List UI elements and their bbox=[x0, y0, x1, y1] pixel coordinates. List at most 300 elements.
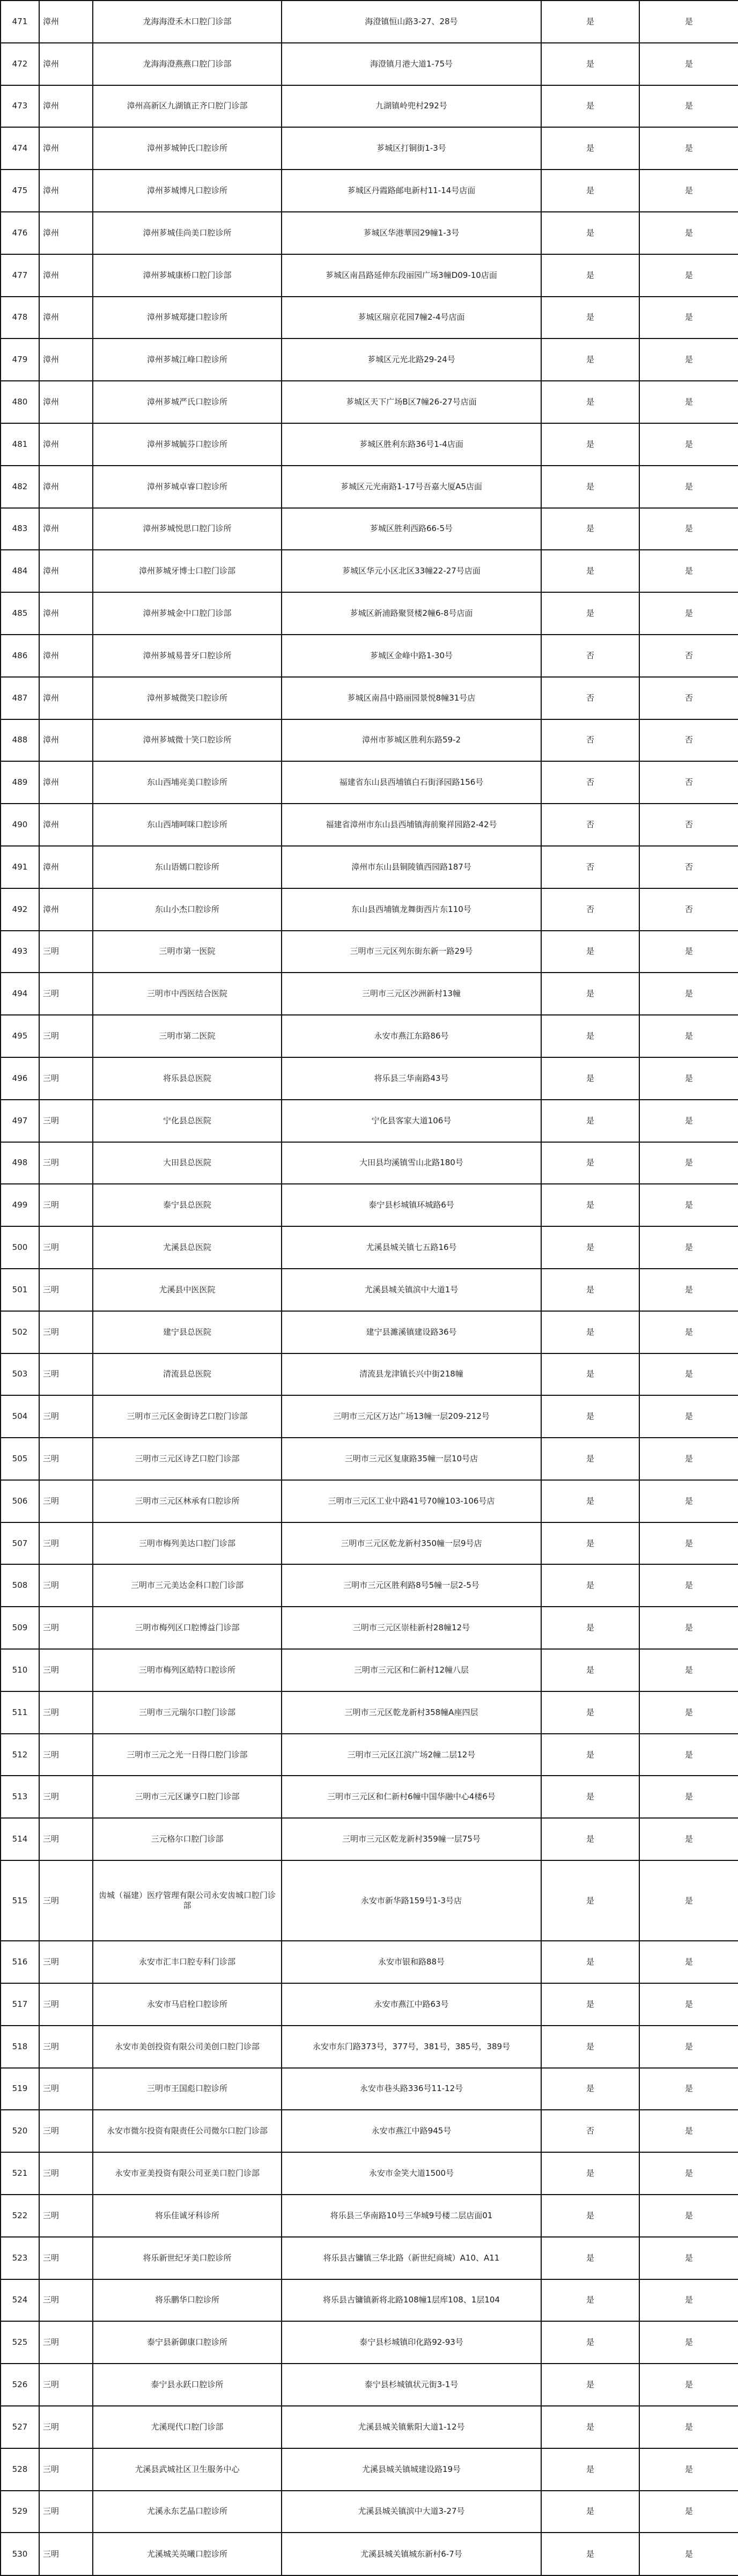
city-cell: 三明 bbox=[39, 973, 93, 1015]
table-row bbox=[1, 1983, 738, 2026]
institution-name-cell: 漳州芗城微十笑口腔诊所 bbox=[93, 719, 282, 762]
address-cell: 尤溪县城关镇滨中大道1号 bbox=[282, 1269, 541, 1311]
institution-name-cell: 三明市三元美达金科口腔门诊部 bbox=[93, 1564, 282, 1607]
address-cell: 将乐县古镛镇新将北路108幢1层库108、1层104 bbox=[282, 2279, 541, 2322]
flag-a-cell: 是 bbox=[541, 338, 639, 381]
institution-name-cell: 三明市梅列美达口腔门诊部 bbox=[93, 1522, 282, 1565]
flag-b-cell: 否 bbox=[639, 635, 738, 677]
city-cell: 漳州 bbox=[39, 761, 93, 804]
flag-b-cell: 是 bbox=[639, 1480, 738, 1522]
row-number: 525 bbox=[1, 2321, 39, 2364]
flag-b-cell: 是 bbox=[639, 1818, 738, 1860]
address-cell: 芗城区瑞京花园7幢2-4号店面 bbox=[282, 297, 541, 339]
flag-b-cell: 是 bbox=[639, 2448, 738, 2491]
institution-name-cell: 泰宁县永跃口腔诊所 bbox=[93, 2364, 282, 2406]
flag-a-cell: 是 bbox=[541, 2026, 639, 2068]
table-row bbox=[1, 973, 738, 1015]
address-cell: 三明市三元区江滨广场2幢二层12号 bbox=[282, 1734, 541, 1776]
flag-b-cell: 否 bbox=[639, 888, 738, 931]
row-number: 475 bbox=[1, 170, 39, 212]
flag-b-cell: 是 bbox=[639, 1860, 738, 1941]
institution-name-cell: 漳州芗城易普牙口腔诊所 bbox=[93, 635, 282, 677]
table-row bbox=[1, 1269, 738, 1311]
flag-b-cell: 是 bbox=[639, 85, 738, 128]
table-row bbox=[1, 170, 738, 212]
row-number: 509 bbox=[1, 1607, 39, 1649]
flag-b-cell: 是 bbox=[639, 338, 738, 381]
institution-name-cell: 三元格尔口腔门诊部 bbox=[93, 1818, 282, 1860]
row-number: 524 bbox=[1, 2279, 39, 2322]
flag-a-cell: 是 bbox=[541, 1353, 639, 1396]
row-number: 478 bbox=[1, 297, 39, 339]
row-number: 488 bbox=[1, 719, 39, 762]
flag-b-cell: 是 bbox=[639, 2237, 738, 2279]
institution-name-cell: 三明市三元瑞尔口腔门诊部 bbox=[93, 1691, 282, 1734]
institution-name-cell: 将乐佳诚牙科诊所 bbox=[93, 2195, 282, 2237]
flag-a-cell: 是 bbox=[541, 1015, 639, 1057]
row-number: 526 bbox=[1, 2364, 39, 2406]
institution-name-cell: 三明市三元区金街诗艺口腔门诊部 bbox=[93, 1395, 282, 1438]
address-cell: 漳州市东山县铜陵镇西园路187号 bbox=[282, 846, 541, 888]
institution-name-cell: 三明市第一医院 bbox=[93, 931, 282, 973]
flag-b-cell: 是 bbox=[639, 212, 738, 254]
row-number: 529 bbox=[1, 2491, 39, 2533]
table-row bbox=[1, 2533, 738, 2575]
address-cell: 芗城区元光南路1-17号吾嘉大厦A5店面 bbox=[282, 466, 541, 508]
flag-b-cell: 是 bbox=[639, 1100, 738, 1142]
city-cell: 漳州 bbox=[39, 846, 93, 888]
flag-b-cell: 是 bbox=[639, 550, 738, 592]
city-cell: 三明 bbox=[39, 1057, 93, 1100]
address-cell: 永安市银和路88号 bbox=[282, 1941, 541, 1983]
institution-name-cell: 三明市中西医结合医院 bbox=[93, 973, 282, 1015]
row-number: 483 bbox=[1, 508, 39, 550]
table-row bbox=[1, 2406, 738, 2448]
address-cell: 芗城区华港華园29幢1-3号 bbox=[282, 212, 541, 254]
table-row bbox=[1, 2026, 738, 2068]
row-number: 522 bbox=[1, 2195, 39, 2237]
flag-a-cell: 是 bbox=[541, 1100, 639, 1142]
city-cell: 漳州 bbox=[39, 677, 93, 719]
flag-b-cell: 是 bbox=[639, 1184, 738, 1226]
city-cell: 漳州 bbox=[39, 550, 93, 592]
table-row bbox=[1, 1, 738, 43]
row-number: 491 bbox=[1, 846, 39, 888]
address-cell: 三明市三元区沙洲新村13幢 bbox=[282, 973, 541, 1015]
flag-a-cell: 是 bbox=[541, 254, 639, 297]
institution-name-cell: 尤溪城关英曦口腔诊所 bbox=[93, 2533, 282, 2575]
row-number: 518 bbox=[1, 2026, 39, 2068]
row-number: 504 bbox=[1, 1395, 39, 1438]
institution-name-cell: 永安市汇丰口腔专科门诊部 bbox=[93, 1941, 282, 1983]
row-number: 487 bbox=[1, 677, 39, 719]
city-cell: 三明 bbox=[39, 2195, 93, 2237]
flag-b-cell: 否 bbox=[639, 719, 738, 762]
table-row bbox=[1, 1860, 738, 1941]
row-number: 506 bbox=[1, 1480, 39, 1522]
institution-name-cell: 尤溪现代口腔门诊部 bbox=[93, 2406, 282, 2448]
address-cell: 永安市新华路159号1-3号店 bbox=[282, 1860, 541, 1941]
address-cell: 芗城区元光北路29-24号 bbox=[282, 338, 541, 381]
institution-name-cell: 三明市三元区谦亨口腔门诊部 bbox=[93, 1776, 282, 1818]
city-cell: 漳州 bbox=[39, 508, 93, 550]
row-number: 474 bbox=[1, 127, 39, 170]
address-cell: 三明市三元区和仁新村12幢八层 bbox=[282, 1649, 541, 1691]
city-cell: 三明 bbox=[39, 2110, 93, 2152]
table-row bbox=[1, 297, 738, 339]
address-cell: 芗城区华元小区北区33幢22-27号店面 bbox=[282, 550, 541, 592]
flag-b-cell: 是 bbox=[639, 1226, 738, 1269]
address-cell: 泰宁县杉城镇状元街3-1号 bbox=[282, 2364, 541, 2406]
flag-b-cell: 是 bbox=[639, 254, 738, 297]
flag-b-cell: 是 bbox=[639, 1353, 738, 1396]
institution-name-cell: 漳州芗城康桥口腔门诊部 bbox=[93, 254, 282, 297]
flag-a-cell: 否 bbox=[541, 804, 639, 846]
table-row bbox=[1, 2279, 738, 2322]
institution-name-cell: 三明市梅列区皓特口腔诊所 bbox=[93, 1649, 282, 1691]
flag-a-cell: 是 bbox=[541, 1860, 639, 1941]
institution-name-cell: 泰宁县总医院 bbox=[93, 1184, 282, 1226]
institution-name-cell: 漳州芗城佳尚美口腔诊所 bbox=[93, 212, 282, 254]
row-number: 476 bbox=[1, 212, 39, 254]
address-cell: 芗城区南昌路延伸东段丽园广场3幢D09-10店面 bbox=[282, 254, 541, 297]
address-cell: 泰宁县杉城镇环城路6号 bbox=[282, 1184, 541, 1226]
table-row bbox=[1, 1015, 738, 1057]
row-number: 516 bbox=[1, 1941, 39, 1983]
table-row bbox=[1, 2491, 738, 2533]
flag-a-cell: 是 bbox=[541, 1818, 639, 1860]
flag-a-cell: 否 bbox=[541, 888, 639, 931]
table-row bbox=[1, 1184, 738, 1226]
flag-a-cell: 是 bbox=[541, 43, 639, 85]
address-cell: 将乐县三华南路10号三华城9号楼二层店面01 bbox=[282, 2195, 541, 2237]
flag-b-cell: 是 bbox=[639, 592, 738, 635]
flag-a-cell: 是 bbox=[541, 1480, 639, 1522]
row-number: 481 bbox=[1, 423, 39, 466]
table-row bbox=[1, 635, 738, 677]
city-cell: 三明 bbox=[39, 1522, 93, 1565]
row-number: 495 bbox=[1, 1015, 39, 1057]
address-cell: 九湖镇岭兜村292号 bbox=[282, 85, 541, 128]
institution-name-cell: 宁化县总医院 bbox=[93, 1100, 282, 1142]
flag-a-cell: 是 bbox=[541, 1734, 639, 1776]
city-cell: 三明 bbox=[39, 1353, 93, 1396]
table-row bbox=[1, 1649, 738, 1691]
city-cell: 三明 bbox=[39, 1184, 93, 1226]
table-row bbox=[1, 466, 738, 508]
table-row bbox=[1, 1691, 738, 1734]
city-cell: 三明 bbox=[39, 1142, 93, 1184]
row-number: 528 bbox=[1, 2448, 39, 2491]
institution-name-cell: 齿城（福建）医疗管理有限公司永安齿城口腔门诊部 bbox=[93, 1860, 282, 1941]
institution-name-cell: 漳州芗城博凡口腔诊所 bbox=[93, 170, 282, 212]
city-cell: 三明 bbox=[39, 1226, 93, 1269]
flag-b-cell: 是 bbox=[639, 423, 738, 466]
flag-b-cell: 是 bbox=[639, 1983, 738, 2026]
row-number: 520 bbox=[1, 2110, 39, 2152]
flag-a-cell: 是 bbox=[541, 1184, 639, 1226]
address-cell: 福建省东山县西埔镇白石街泽园路156号 bbox=[282, 761, 541, 804]
institution-name-cell: 漳州芗城毓芬口腔诊所 bbox=[93, 423, 282, 466]
address-cell: 尤溪县城关镇滨中大道3-27号 bbox=[282, 2491, 541, 2533]
table-row bbox=[1, 888, 738, 931]
table-row bbox=[1, 212, 738, 254]
city-cell: 漳州 bbox=[39, 592, 93, 635]
flag-b-cell: 是 bbox=[639, 1395, 738, 1438]
row-number: 477 bbox=[1, 254, 39, 297]
city-cell: 三明 bbox=[39, 1438, 93, 1480]
city-cell: 漳州 bbox=[39, 212, 93, 254]
table-row bbox=[1, 1142, 738, 1184]
institution-name-cell: 东山小杰口腔诊所 bbox=[93, 888, 282, 931]
table-row bbox=[1, 1522, 738, 1565]
flag-a-cell: 是 bbox=[541, 1226, 639, 1269]
address-cell: 将乐县古镛镇三华北路（新世纪商城）A10、A11 bbox=[282, 2237, 541, 2279]
table-row bbox=[1, 1480, 738, 1522]
table-row bbox=[1, 2237, 738, 2279]
city-cell: 漳州 bbox=[39, 170, 93, 212]
institution-name-cell: 大田县总医院 bbox=[93, 1142, 282, 1184]
table-row bbox=[1, 2152, 738, 2195]
row-number: 479 bbox=[1, 338, 39, 381]
row-number: 482 bbox=[1, 466, 39, 508]
institution-name-cell: 漳州芗城郑捷口腔诊所 bbox=[93, 297, 282, 339]
institution-name-cell: 三明市三元之光一日得口腔门诊部 bbox=[93, 1734, 282, 1776]
flag-a-cell: 否 bbox=[541, 677, 639, 719]
flag-a-cell: 是 bbox=[541, 550, 639, 592]
table-row bbox=[1, 1395, 738, 1438]
flag-b-cell: 是 bbox=[639, 2533, 738, 2575]
city-cell: 三明 bbox=[39, 1691, 93, 1734]
flag-a-cell: 是 bbox=[541, 1776, 639, 1818]
institution-name-cell: 永安市微尔投资有限责任公司微尔口腔门诊部 bbox=[93, 2110, 282, 2152]
institution-name-cell: 三明市梅列区口腔博益门诊部 bbox=[93, 1607, 282, 1649]
flag-a-cell: 是 bbox=[541, 2152, 639, 2195]
city-cell: 三明 bbox=[39, 1983, 93, 2026]
flag-a-cell: 否 bbox=[541, 719, 639, 762]
institution-name-cell: 漳州高新区九湖镇正齐口腔门诊部 bbox=[93, 85, 282, 128]
table-row bbox=[1, 2321, 738, 2364]
city-cell: 漳州 bbox=[39, 423, 93, 466]
table-row bbox=[1, 1311, 738, 1353]
address-cell: 尤溪县城关镇城东新村6-7号 bbox=[282, 2533, 541, 2575]
flag-a-cell: 是 bbox=[541, 1057, 639, 1100]
flag-a-cell: 是 bbox=[541, 2533, 639, 2575]
flag-b-cell: 是 bbox=[639, 1142, 738, 1184]
row-number: 502 bbox=[1, 1311, 39, 1353]
city-cell: 漳州 bbox=[39, 1, 93, 43]
flag-a-cell: 是 bbox=[541, 1438, 639, 1480]
flag-a-cell: 是 bbox=[541, 2364, 639, 2406]
flag-a-cell: 是 bbox=[541, 2195, 639, 2237]
address-cell: 三明市三元区乾龙新村358幢A座四层 bbox=[282, 1691, 541, 1734]
flag-a-cell: 是 bbox=[541, 127, 639, 170]
flag-b-cell: 否 bbox=[639, 846, 738, 888]
flag-b-cell: 是 bbox=[639, 43, 738, 85]
flag-a-cell: 是 bbox=[541, 2068, 639, 2110]
address-cell: 芗城区南昌中路丽园景悦8幢31号店 bbox=[282, 677, 541, 719]
flag-a-cell: 是 bbox=[541, 212, 639, 254]
address-cell: 清流县龙津镇长兴中街218幢 bbox=[282, 1353, 541, 1396]
institution-name-cell: 将乐县总医院 bbox=[93, 1057, 282, 1100]
city-cell: 三明 bbox=[39, 1860, 93, 1941]
city-cell: 三明 bbox=[39, 2448, 93, 2491]
address-cell: 东山县西埔镇龙舞街西片东110号 bbox=[282, 888, 541, 931]
flag-a-cell: 是 bbox=[541, 973, 639, 1015]
row-number: 492 bbox=[1, 888, 39, 931]
city-cell: 漳州 bbox=[39, 466, 93, 508]
city-cell: 漳州 bbox=[39, 381, 93, 423]
flag-a-cell: 是 bbox=[541, 1564, 639, 1607]
institution-name-cell: 尤溪县武城社区卫生服务中心 bbox=[93, 2448, 282, 2491]
flag-b-cell: 是 bbox=[639, 2195, 738, 2237]
row-number: 486 bbox=[1, 635, 39, 677]
address-cell: 海澄镇恒山路3-27、28号 bbox=[282, 1, 541, 43]
institution-name-cell: 东山西埔呵咪口腔诊所 bbox=[93, 804, 282, 846]
flag-b-cell: 是 bbox=[639, 508, 738, 550]
address-cell: 三明市三元区工业中路41号70幢103-106号店 bbox=[282, 1480, 541, 1522]
row-number: 498 bbox=[1, 1142, 39, 1184]
flag-b-cell: 是 bbox=[639, 170, 738, 212]
table-row bbox=[1, 85, 738, 128]
flag-b-cell: 是 bbox=[639, 2406, 738, 2448]
flag-b-cell: 是 bbox=[639, 1438, 738, 1480]
address-cell: 芗城区新浦路聚贤楼2幢6-8号店面 bbox=[282, 592, 541, 635]
institution-name-cell: 永安市马启栓口腔诊所 bbox=[93, 1983, 282, 2026]
table-row bbox=[1, 677, 738, 719]
institution-name-cell: 漳州芗城牙博士口腔门诊部 bbox=[93, 550, 282, 592]
city-cell: 漳州 bbox=[39, 338, 93, 381]
city-cell: 漳州 bbox=[39, 297, 93, 339]
flag-a-cell: 是 bbox=[541, 1941, 639, 1983]
table-row bbox=[1, 1734, 738, 1776]
row-number: 471 bbox=[1, 1, 39, 43]
flag-a-cell: 是 bbox=[541, 1269, 639, 1311]
row-number: 530 bbox=[1, 2533, 39, 2575]
table-row bbox=[1, 2448, 738, 2491]
flag-b-cell: 是 bbox=[639, 2152, 738, 2195]
address-cell: 芗城区天下广场B区7幢26-27号店面 bbox=[282, 381, 541, 423]
table-row bbox=[1, 931, 738, 973]
flag-a-cell: 否 bbox=[541, 635, 639, 677]
institution-name-cell: 龙海海澄燕燕口腔门诊部 bbox=[93, 43, 282, 85]
flag-a-cell: 是 bbox=[541, 297, 639, 339]
address-cell: 海澄镇月港大道1-75号 bbox=[282, 43, 541, 85]
city-cell: 漳州 bbox=[39, 254, 93, 297]
address-cell: 福建省漳州市东山县西埔镇海前聚祥园路2-42号 bbox=[282, 804, 541, 846]
row-number: 519 bbox=[1, 2068, 39, 2110]
row-number: 500 bbox=[1, 1226, 39, 1269]
row-number: 497 bbox=[1, 1100, 39, 1142]
address-cell: 三明市三元区复康路35幢一层10号店 bbox=[282, 1438, 541, 1480]
address-cell: 三明市三元区万达广场13幢一层209-212号 bbox=[282, 1395, 541, 1438]
flag-b-cell: 是 bbox=[639, 1057, 738, 1100]
row-number: 507 bbox=[1, 1522, 39, 1565]
flag-b-cell: 是 bbox=[639, 2279, 738, 2322]
address-cell: 永安市燕江中路63号 bbox=[282, 1983, 541, 2026]
institution-name-cell: 建宁县总医院 bbox=[93, 1311, 282, 1353]
city-cell: 三明 bbox=[39, 1564, 93, 1607]
row-number: 511 bbox=[1, 1691, 39, 1734]
table-row bbox=[1, 550, 738, 592]
flag-a-cell: 是 bbox=[541, 2406, 639, 2448]
city-cell: 三明 bbox=[39, 2406, 93, 2448]
address-cell: 将乐县三华南路43号 bbox=[282, 1057, 541, 1100]
address-cell: 建宁县濉溪镇建设路36号 bbox=[282, 1311, 541, 1353]
flag-a-cell: 是 bbox=[541, 508, 639, 550]
table-row bbox=[1, 43, 738, 85]
address-cell: 泰宁县杉城镇印化路92-93号 bbox=[282, 2321, 541, 2364]
flag-b-cell: 是 bbox=[639, 1691, 738, 1734]
table-row bbox=[1, 1226, 738, 1269]
address-cell: 宁化县客家大道106号 bbox=[282, 1100, 541, 1142]
flag-b-cell: 是 bbox=[639, 1607, 738, 1649]
table-row bbox=[1, 719, 738, 762]
city-cell: 三明 bbox=[39, 2279, 93, 2322]
table-row bbox=[1, 1607, 738, 1649]
flag-a-cell: 是 bbox=[541, 170, 639, 212]
table-row bbox=[1, 2110, 738, 2152]
institution-name-cell: 将乐新世纪牙美口腔诊所 bbox=[93, 2237, 282, 2279]
row-number: 513 bbox=[1, 1776, 39, 1818]
address-cell: 尤溪县城关镇城建设路19号 bbox=[282, 2448, 541, 2491]
row-number: 472 bbox=[1, 43, 39, 85]
flag-b-cell: 是 bbox=[639, 2068, 738, 2110]
flag-b-cell: 是 bbox=[639, 1734, 738, 1776]
table-row bbox=[1, 1818, 738, 1860]
institution-name-cell: 漳州芗城卓睿口腔诊所 bbox=[93, 466, 282, 508]
flag-b-cell: 是 bbox=[639, 381, 738, 423]
table-row bbox=[1, 1057, 738, 1100]
address-cell: 芗城区丹霞路邮电新村11-14号店面 bbox=[282, 170, 541, 212]
table-row bbox=[1, 254, 738, 297]
flag-a-cell: 是 bbox=[541, 1983, 639, 2026]
table-row bbox=[1, 2195, 738, 2237]
flag-a-cell: 是 bbox=[541, 931, 639, 973]
city-cell: 三明 bbox=[39, 1395, 93, 1438]
city-cell: 三明 bbox=[39, 931, 93, 973]
flag-b-cell: 是 bbox=[639, 2110, 738, 2152]
city-cell: 三明 bbox=[39, 1818, 93, 1860]
table-row bbox=[1, 592, 738, 635]
flag-a-cell: 是 bbox=[541, 1607, 639, 1649]
table-row bbox=[1, 381, 738, 423]
row-number: 496 bbox=[1, 1057, 39, 1100]
city-cell: 三明 bbox=[39, 1269, 93, 1311]
institution-name-cell: 东山西埔亮美口腔诊所 bbox=[93, 761, 282, 804]
address-cell: 大田县均溪镇雪山北路180号 bbox=[282, 1142, 541, 1184]
city-cell: 三明 bbox=[39, 2533, 93, 2575]
flag-a-cell: 否 bbox=[541, 761, 639, 804]
institution-name-cell: 永安市亚美投资有限公司亚美口腔门诊部 bbox=[93, 2152, 282, 2195]
flag-b-cell: 是 bbox=[639, 2364, 738, 2406]
institution-name-cell: 三明市第二医院 bbox=[93, 1015, 282, 1057]
address-cell: 永安市燕江东路86号 bbox=[282, 1015, 541, 1057]
flag-a-cell: 是 bbox=[541, 592, 639, 635]
institution-name-cell: 东山语嫣口腔诊所 bbox=[93, 846, 282, 888]
institution-name-cell: 三明市三元区诗艺口腔门诊部 bbox=[93, 1438, 282, 1480]
city-cell: 三明 bbox=[39, 2364, 93, 2406]
flag-a-cell: 是 bbox=[541, 1, 639, 43]
city-cell: 三明 bbox=[39, 2026, 93, 2068]
institution-name-cell: 清流县总医院 bbox=[93, 1353, 282, 1396]
address-cell: 三明市三元区和仁新村6幢中国华融中心4楼6号 bbox=[282, 1776, 541, 1818]
city-cell: 漳州 bbox=[39, 85, 93, 128]
flag-b-cell: 否 bbox=[639, 804, 738, 846]
address-cell: 三明市三元区崇桂新村28幢12号 bbox=[282, 1607, 541, 1649]
city-cell: 三明 bbox=[39, 1776, 93, 1818]
institution-name-cell: 漳州芗城微笑口腔诊所 bbox=[93, 677, 282, 719]
